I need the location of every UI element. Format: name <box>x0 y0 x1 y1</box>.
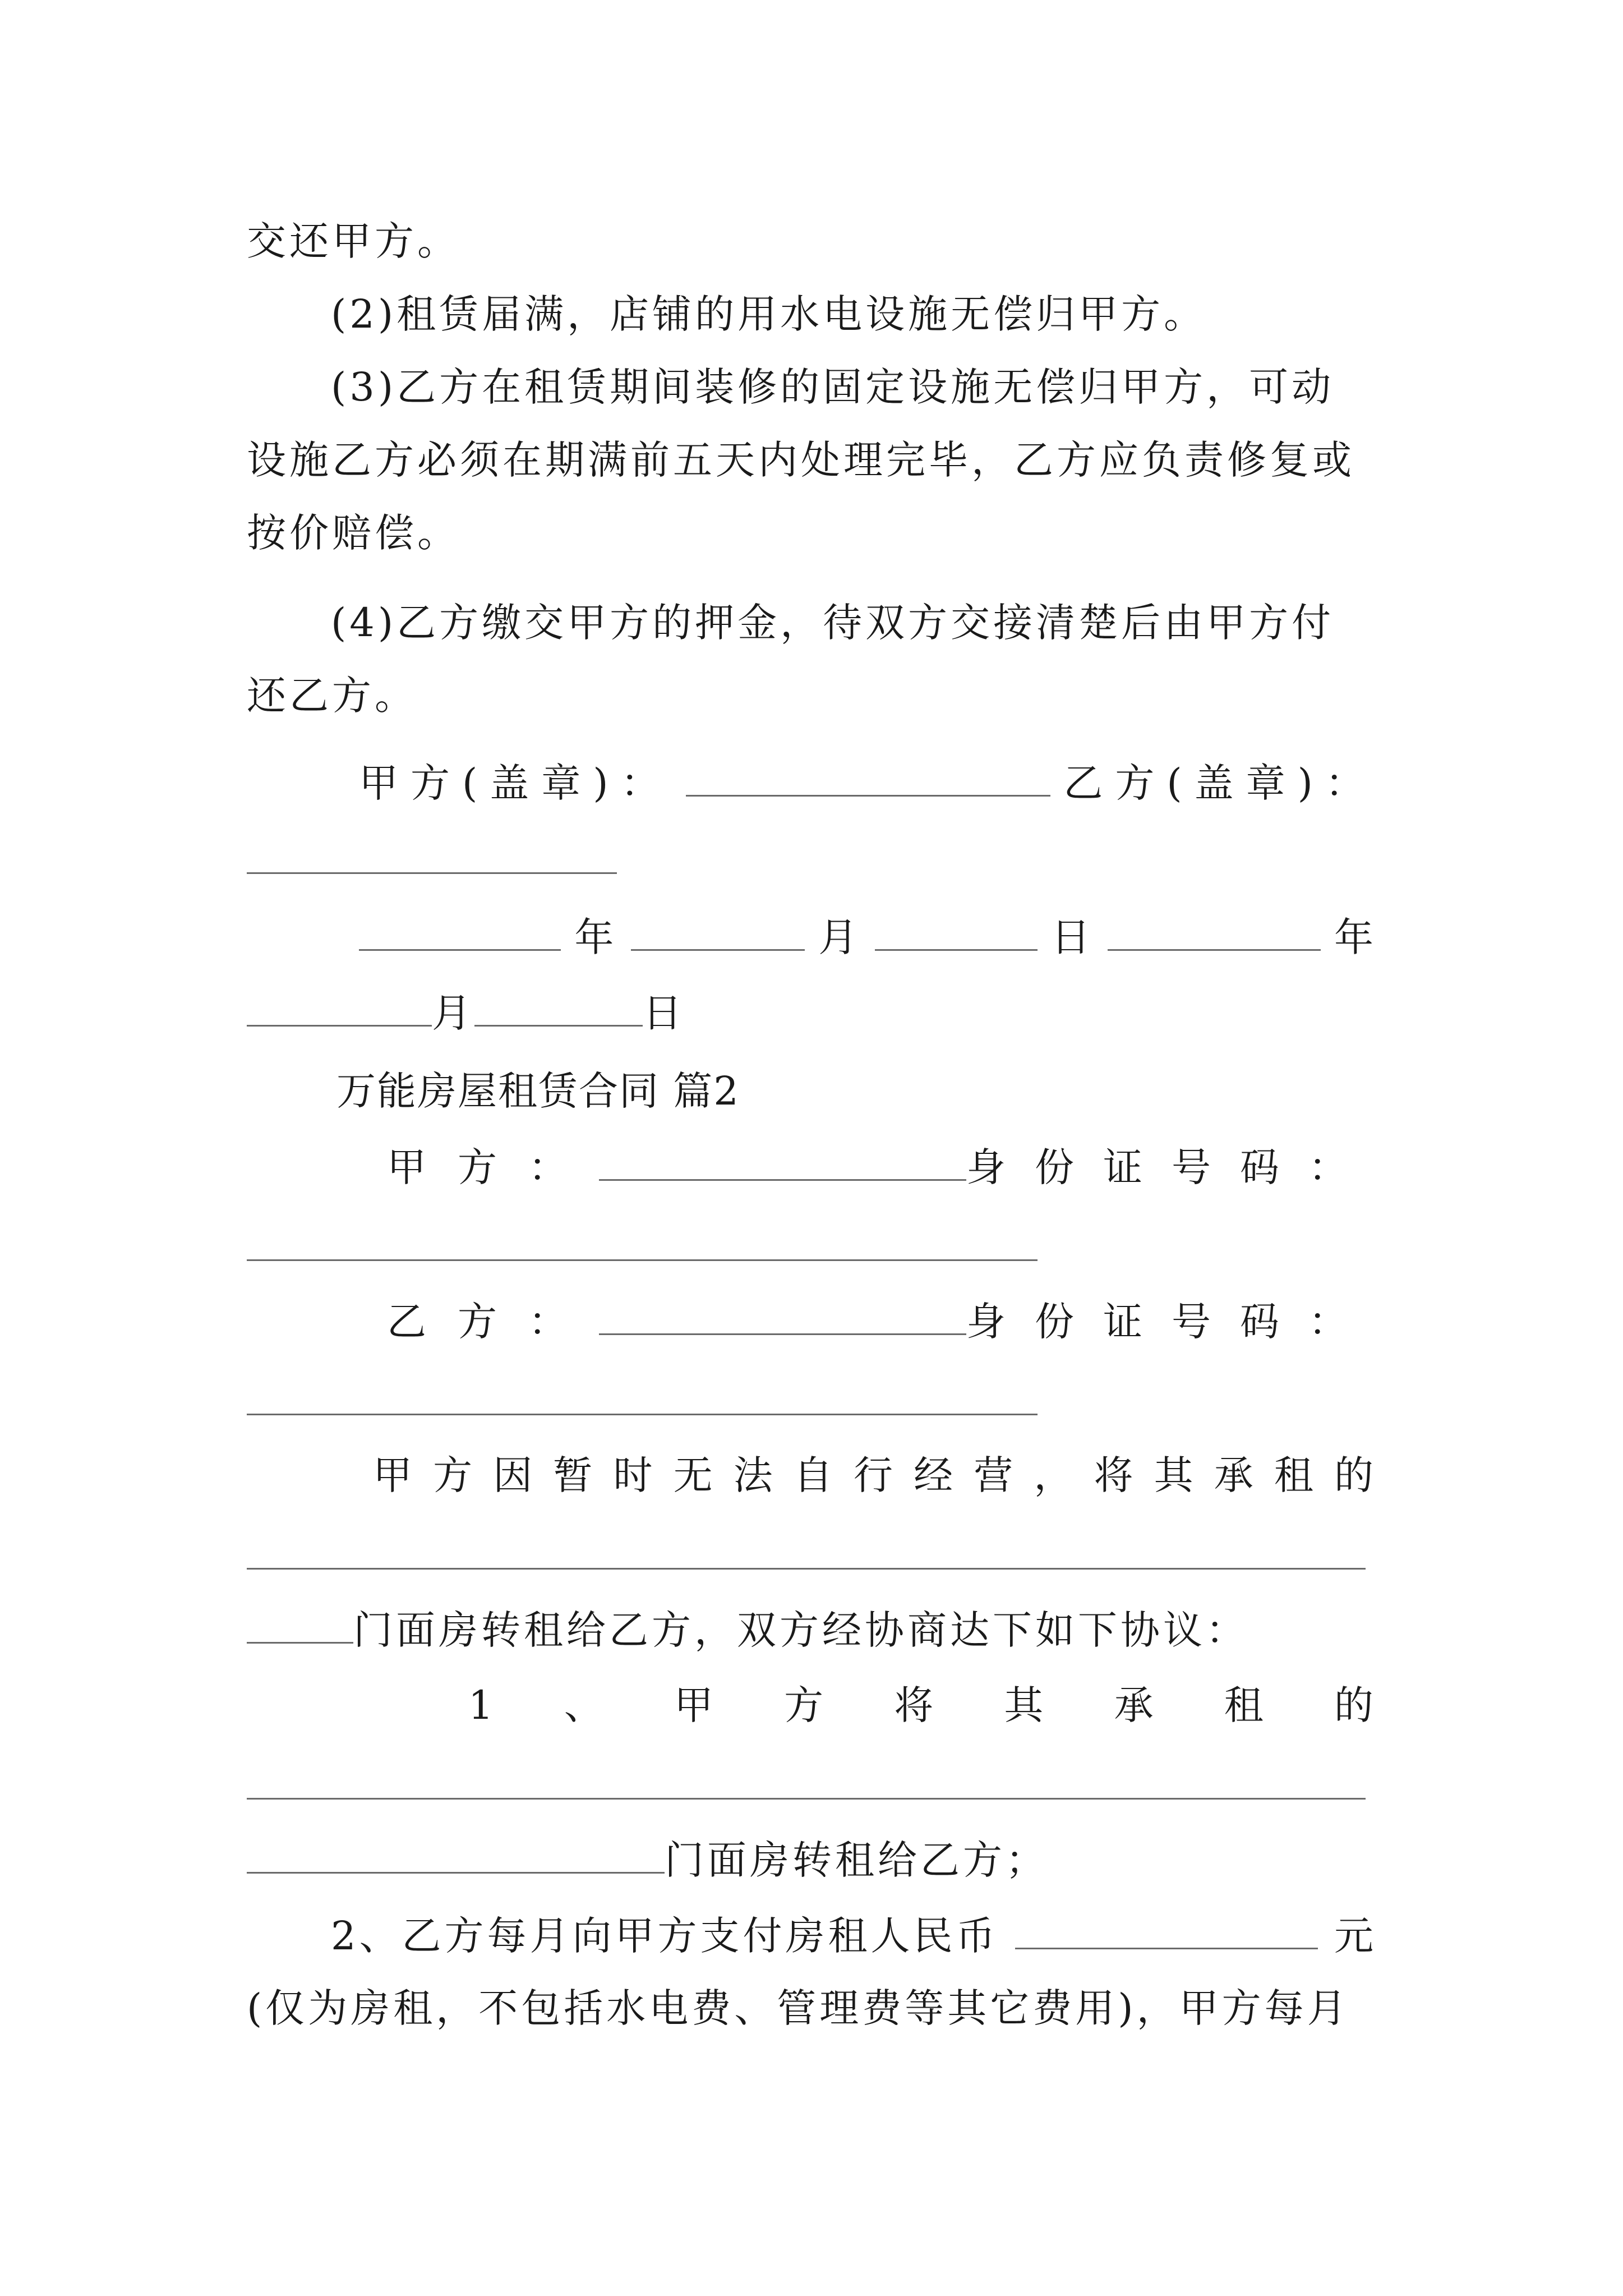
word: 将 <box>894 1682 937 1728</box>
day-label: 日 <box>1051 914 1094 960</box>
section-title: 万能房屋租赁合同 篇2 <box>336 1068 740 1114</box>
word: 时 <box>613 1452 656 1498</box>
party-a-label: 甲方： <box>387 1144 599 1190</box>
word: 方 <box>433 1452 476 1498</box>
item-2-line-cont: (仅为房租，不包括水电费、管理费等其它费用)，甲方每月 <box>247 1985 1350 2031</box>
word: ， <box>1034 1452 1077 1498</box>
clause-2: (2)租赁届满，店铺的用水电设施无偿归甲方。 <box>331 291 1207 337</box>
word: 法 <box>733 1452 776 1498</box>
item-1-line <box>468 1677 1377 1733</box>
word: 将 <box>1094 1452 1137 1498</box>
clause-4: (4)乙方缴交甲方的押金，待双方交接清楚后由甲方付 <box>331 600 1335 646</box>
word: 甲 <box>674 1682 717 1728</box>
date-row <box>359 909 1377 965</box>
party-a-seal-label: 甲方(盖章)： <box>359 760 672 806</box>
word: 甲 <box>373 1452 416 1498</box>
item-1-premises-blank-end <box>247 1832 665 1874</box>
day-label: 日 <box>643 990 685 1036</box>
month-label: 月 <box>818 914 861 960</box>
paragraph-line: 按价赔偿。 <box>247 510 460 556</box>
word: 行 <box>854 1452 896 1498</box>
intro-line <box>373 1447 1377 1503</box>
word: 的 <box>1334 1452 1377 1498</box>
item-2-line <box>331 1907 1377 1964</box>
paragraph-line: 交还甲方。 <box>247 218 460 264</box>
id-label: 身份证号码： <box>966 1299 1377 1345</box>
word: 因 <box>493 1452 536 1498</box>
word: 承 <box>1214 1452 1257 1498</box>
intro-words <box>373 1447 1377 1503</box>
year-label: 年 <box>1334 914 1377 960</box>
date-row-cont <box>247 984 1377 1041</box>
party-b-seal-blank <box>247 872 617 874</box>
premises-blank <box>247 1568 1366 1570</box>
item-1-text: 门面房转租给乙方； <box>665 1837 1048 1883</box>
paragraph-line: 还乙方。 <box>247 673 417 719</box>
month-label: 月 <box>432 990 474 1036</box>
party-b-name-blank <box>599 1293 966 1335</box>
month-blank <box>631 909 805 951</box>
party-a-id-blank <box>247 1259 1038 1261</box>
word: 其 <box>1004 1682 1047 1728</box>
word: 经 <box>914 1452 957 1498</box>
word: 承 <box>1114 1682 1157 1728</box>
item-1-line-end <box>247 1832 1377 1888</box>
day-blank <box>875 909 1038 951</box>
word: 的 <box>1334 1682 1377 1728</box>
signature-row <box>359 754 1377 811</box>
intro-text: 门面房转租给乙方，双方经协商达下如下协议： <box>353 1607 1248 1653</box>
month-blank <box>247 984 432 1027</box>
item-2-text: 2、乙方每月向甲方支付房租人民币 <box>331 1913 999 1959</box>
party-a-seal-blank <box>686 754 1050 797</box>
word: 营 <box>974 1452 1017 1498</box>
id-label: 身份证号码： <box>966 1144 1377 1190</box>
year-blank <box>1108 909 1321 951</box>
rent-unit: 元 <box>1334 1913 1377 1959</box>
year-label: 年 <box>574 914 617 960</box>
party-b-row <box>387 1293 1377 1350</box>
word: 其 <box>1154 1452 1197 1498</box>
party-b-seal-label: 乙方(盖章)： <box>1063 760 1377 806</box>
day-blank <box>474 984 643 1027</box>
word: 、 <box>564 1682 607 1728</box>
word: 自 <box>793 1452 836 1498</box>
party-b-id-blank <box>247 1414 1038 1415</box>
item-1-words <box>468 1677 1377 1733</box>
party-a-name-blank <box>599 1139 966 1181</box>
word: 租 <box>1224 1682 1267 1728</box>
item-1-premises-blank <box>247 1798 1366 1800</box>
word: 1 <box>468 1682 497 1728</box>
clause-3: (3)乙方在租赁期间装修的固定设施无偿归甲方，可动 <box>331 364 1335 410</box>
word: 暂 <box>553 1452 596 1498</box>
intro-line-end <box>247 1602 1377 1658</box>
word: 方 <box>784 1682 827 1728</box>
word: 租 <box>1274 1452 1317 1498</box>
word: 无 <box>673 1452 716 1498</box>
party-a-row <box>387 1139 1377 1195</box>
year-blank <box>359 909 561 951</box>
rent-amount-blank <box>1015 1907 1318 1949</box>
party-b-label: 乙方： <box>387 1299 599 1345</box>
premises-blank-end <box>247 1602 353 1644</box>
paragraph-line: 设施乙方必须在期满前五天内处理完毕，乙方应负责修复或 <box>247 437 1355 483</box>
